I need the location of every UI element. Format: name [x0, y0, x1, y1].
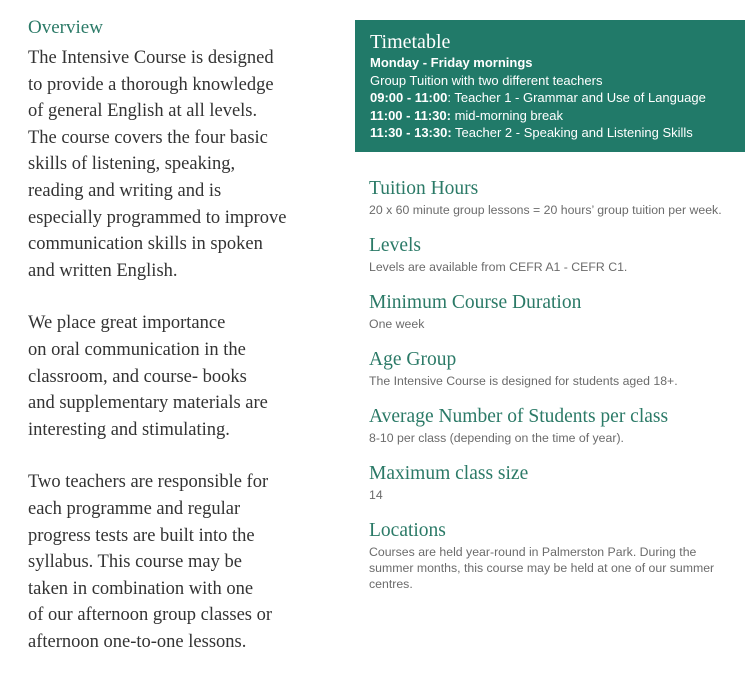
overview-paragraph	[28, 310, 348, 443]
slot-description: : Teacher 1 - Grammar and Use of Language	[447, 90, 706, 105]
overview-line: We place great importance	[28, 313, 226, 334]
section-text: 14	[369, 488, 383, 502]
timetable-slot	[370, 107, 730, 125]
section-heading: Maximum class size	[369, 463, 529, 484]
overview-line: of our afternoon group classes or	[28, 605, 273, 626]
section-heading: Locations	[369, 520, 446, 541]
overview-line: of general English at all levels.	[28, 101, 258, 122]
detail-section	[369, 461, 739, 503]
overview-line: classroom, and course- books	[28, 366, 247, 387]
section-heading: Average Number of Students per class	[369, 406, 669, 427]
overview-line: to provide a thorough knowledge	[28, 74, 274, 95]
timetable-slot	[370, 89, 730, 107]
overview-line: and written English.	[28, 260, 178, 281]
overview-line: The course covers the four basic	[28, 127, 268, 148]
timetable-subtitle: Group Tuition with two different teachers	[370, 72, 603, 88]
slot-time: 11:30 - 13:30:	[370, 125, 452, 140]
timetable-title: Timetable	[370, 31, 451, 53]
detail-section	[369, 233, 739, 275]
timetable-box	[355, 20, 745, 152]
timetable-days: Monday - Friday mornings	[370, 55, 533, 70]
section-heading: Minimum Course Duration	[369, 292, 582, 313]
detail-section	[369, 290, 739, 332]
detail-section	[369, 176, 739, 218]
section-heading: Levels	[369, 235, 421, 256]
overview-line: syllabus. This course may be	[28, 552, 242, 573]
overview-line: Two teachers are responsible for	[28, 472, 269, 493]
section-heading: Tuition Hours	[369, 178, 479, 199]
overview-line: interesting and stimulating.	[28, 419, 230, 440]
overview-paragraph	[28, 469, 348, 655]
section-text: 8-10 per class (depending on the time of year).	[369, 431, 624, 445]
section-text: 20 x 60 minute group lessons = 20 hours’ group tuition per week.	[369, 203, 722, 217]
overview-line: each programme and regular	[28, 498, 241, 519]
overview-heading: Overview	[28, 17, 103, 38]
section-heading: Age Group	[369, 349, 457, 370]
slot-description: mid-morning break	[450, 107, 563, 123]
slot-time: 09:00 - 11:00	[370, 90, 448, 105]
overview-line: The Intensive Course is designed	[28, 48, 274, 68]
course-details	[369, 176, 739, 607]
overview-column	[28, 15, 348, 681]
slot-time: 11:00 - 11:30:	[370, 107, 451, 123]
overview-line: reading and writing and is	[28, 180, 222, 201]
overview-line: on oral communication in the	[28, 339, 246, 360]
overview-line: afternoon one-to-one lessons.	[28, 631, 247, 652]
detail-section	[369, 404, 739, 446]
timetable-slot	[370, 124, 730, 142]
section-text: One week	[369, 317, 425, 331]
detail-section	[369, 518, 739, 592]
overview-line: and supplementary materials are	[28, 393, 268, 414]
overview-line: communication skills in spoken	[28, 234, 263, 255]
overview-line: skills of listening, speaking,	[28, 154, 236, 175]
section-text: Courses are held year-round in Palmerston Park. During the summer months, this course may be held at one of our summer centres.	[369, 545, 715, 591]
overview-line: especially programmed to improve	[28, 207, 287, 228]
section-text: The Intensive Course is designed for students aged 18+.	[369, 374, 678, 388]
detail-section	[369, 347, 739, 389]
section-text: Levels are available from CEFR A1 - CEFR C1.	[369, 260, 628, 274]
overview-line: taken in combination with one	[28, 578, 254, 599]
slot-description: Teacher 2 - Speaking and Listening Skills	[451, 125, 693, 140]
overview-line: progress tests are built into the	[28, 525, 255, 546]
overview-paragraph	[28, 45, 348, 284]
